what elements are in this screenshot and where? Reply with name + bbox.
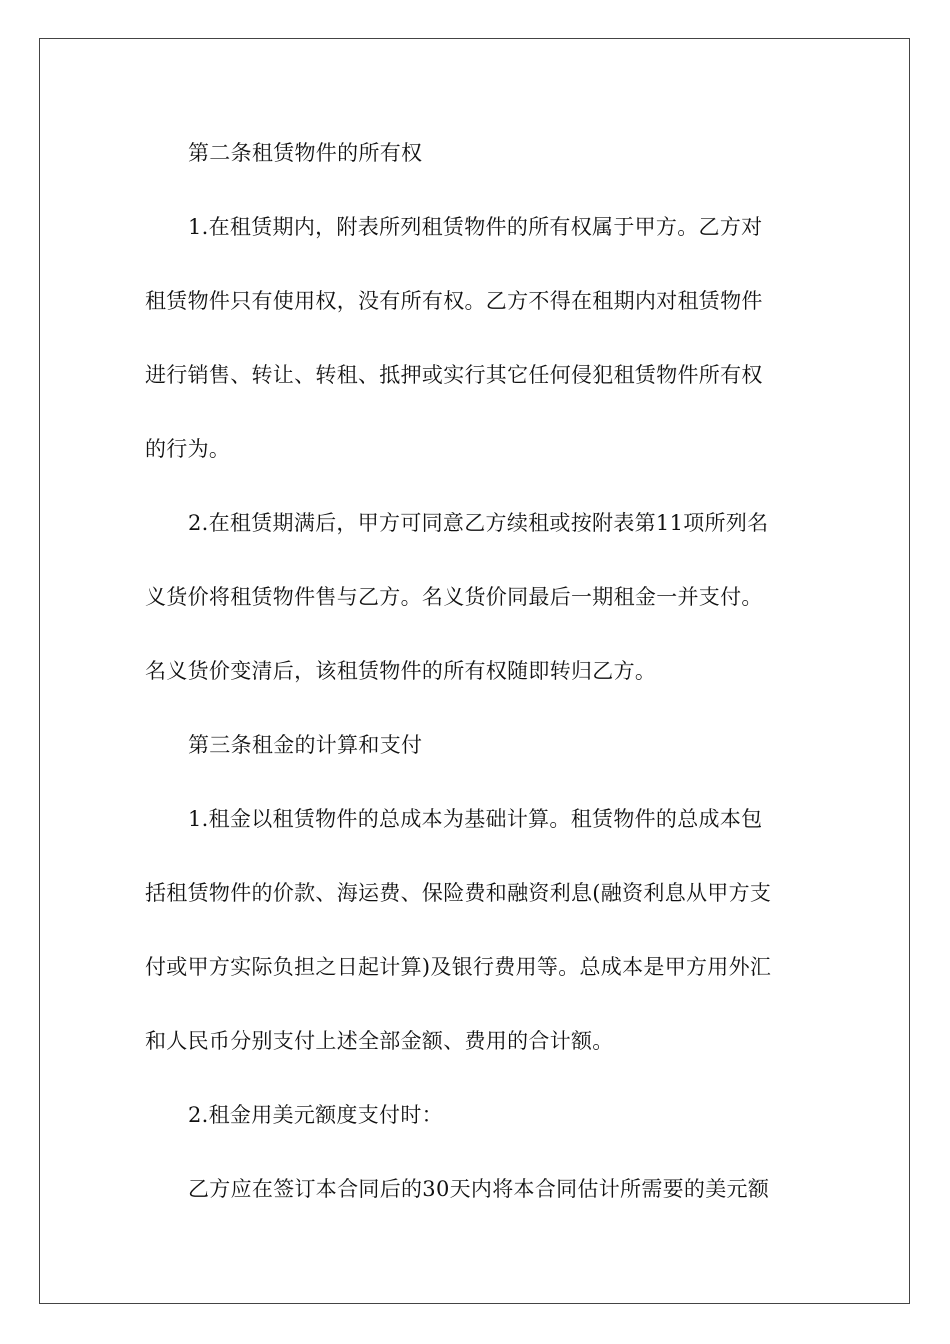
- paragraph-line: 括租赁物件的价款、海运费、保险费和融资利息(融资利息从甲方支: [145, 881, 772, 905]
- paragraph-line: 付或甲方实际负担之日起计算)及银行费用等。总成本是甲方用外汇: [145, 955, 772, 979]
- article-2-heading: 第二条租赁物件的所有权: [188, 141, 423, 165]
- paragraph-line: 和人民币分别支付上述全部金额、费用的合计额。: [145, 1029, 614, 1053]
- article-3-heading: 第三条租金的计算和支付: [188, 733, 423, 757]
- paragraph-line: 2.租金用美元额度支付时：: [188, 1103, 443, 1127]
- paragraph-line: 进行销售、转让、转租、抵押或实行其它任何侵犯租赁物件所有权: [145, 363, 763, 387]
- paragraph-line: 义货价将租赁物件售与乙方。名义货价同最后一期租金一并支付。: [145, 585, 763, 609]
- paragraph-line: 1.租金以租赁物件的总成本为基础计算。租赁物件的总成本包: [188, 807, 763, 831]
- paragraph-line: 1.在租赁期内，附表所列租赁物件的所有权属于甲方。乙方对: [188, 215, 763, 239]
- paragraph-line: 的行为。: [145, 437, 231, 461]
- paragraph-line: 2.在租赁期满后，甲方可同意乙方续租或按附表第11项所列名: [188, 511, 769, 535]
- paragraph-line: 租赁物件只有使用权，没有所有权。乙方不得在租期内对租赁物件: [145, 289, 763, 313]
- paragraph-line: 乙方应在签订本合同后的30天内将本合同估计所需要的美元额: [188, 1177, 770, 1201]
- paragraph-line: 名义货价变清后，该租赁物件的所有权随即转归乙方。: [145, 659, 657, 683]
